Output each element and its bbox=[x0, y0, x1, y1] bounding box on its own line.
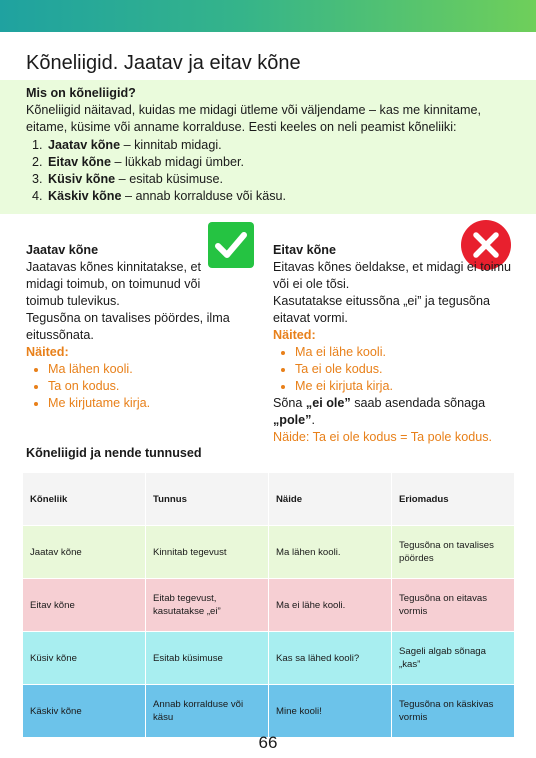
table-cell: Mine kooli! bbox=[269, 685, 392, 738]
table-cell: Käskiv kõne bbox=[23, 685, 146, 738]
example-item: • Ma ei lähe kooli. bbox=[295, 344, 513, 361]
table-row bbox=[23, 685, 515, 738]
header-cell: Tunnus bbox=[146, 473, 269, 526]
eitav-text-1: Eitavas kõnes öeldakse, et midagi ei toimu või ei ole tõsi. bbox=[273, 260, 512, 291]
table-cell: Kinnitab tegevust bbox=[146, 526, 269, 579]
example-item: • Me kirjutame kirja. bbox=[48, 395, 236, 412]
note-prefix: Sõna bbox=[273, 396, 306, 410]
list-item-desc: – lükkab midagi ümber. bbox=[111, 155, 245, 169]
page-title: Kõneliigid. Jaatav ja eitav kõne bbox=[26, 52, 301, 74]
list-item-desc: – annab korralduse või käsu. bbox=[121, 189, 287, 203]
table-cell: Eitab tegevust, kasutatakse „ei” bbox=[146, 579, 269, 632]
table-cell: Tegusõna on eitavas vormis bbox=[392, 579, 515, 632]
intro-box bbox=[0, 80, 536, 214]
table-cell: Tegusõna on käskivas vormis bbox=[392, 685, 515, 738]
page-number: 66 bbox=[258, 733, 278, 752]
intro-heading: Mis on kõneliigid? bbox=[26, 86, 136, 100]
note-suffix: . bbox=[311, 413, 315, 427]
table-cell: Sageli algab sõnaga „kas” bbox=[392, 632, 515, 685]
jaatav-section bbox=[26, 242, 236, 412]
table-header-row bbox=[23, 473, 515, 526]
features-table bbox=[22, 472, 515, 738]
list-item-term: Eitav kõne bbox=[48, 155, 111, 169]
table-title: Kõneliigid ja nende tunnused bbox=[26, 446, 202, 460]
list-item-term: Jaatav kõne bbox=[48, 138, 121, 152]
eitav-heading: Eitav kõne bbox=[273, 243, 336, 257]
eitav-text-2: Kasutatakse eitussõna „ei” ja tegusõna eitavat vormi. bbox=[273, 294, 491, 325]
table-cell: Tegusõna on tavalises pöördes bbox=[392, 526, 515, 579]
list-item-desc: – kinnitab midagi. bbox=[120, 138, 222, 152]
jaatav-text-1: Jaatavas kõnes kinnitatakse, et midagi toimub, on toimunud või toimub tulevikus. bbox=[26, 260, 202, 308]
table-row bbox=[23, 632, 515, 685]
header-cell: Eriomadus bbox=[392, 473, 515, 526]
eitav-example-line: Näide: Ta ei ole kodus = Ta pole kodus. bbox=[273, 430, 493, 444]
table-row bbox=[23, 526, 515, 579]
example-item: • Ta ei ole kodus. bbox=[295, 361, 513, 378]
eitav-section bbox=[273, 242, 513, 446]
table-cell: Esitab küsimuse bbox=[146, 632, 269, 685]
header-cell: Näide bbox=[269, 473, 392, 526]
header-cell: Kõneliik bbox=[23, 473, 146, 526]
jaatav-heading: Jaatav kõne bbox=[26, 243, 99, 257]
list-item bbox=[46, 137, 510, 154]
table-row bbox=[23, 579, 515, 632]
table-cell: Kas sa lähed kooli? bbox=[269, 632, 392, 685]
note-middle: saab asendada sõnaga bbox=[350, 396, 486, 410]
eitav-examples-label: Näited: bbox=[273, 328, 316, 342]
list-item-term: Käskiv kõne bbox=[48, 189, 122, 203]
list-item bbox=[46, 171, 510, 188]
example-item: • Me ei kirjuta kirja. bbox=[295, 378, 513, 395]
eitav-note bbox=[273, 395, 513, 429]
eitav-examples bbox=[273, 344, 513, 395]
table-cell: Eitav kõne bbox=[23, 579, 146, 632]
list-item-desc: – esitab küsimuse. bbox=[115, 172, 223, 186]
jaatav-text-2: Tegusõna on tavalises pöördes, ilma eitussõnata. bbox=[26, 311, 230, 342]
table-cell: Ma ei lähe kooli. bbox=[269, 579, 392, 632]
note-bold-pole: „pole” bbox=[273, 413, 312, 427]
jaatav-examples bbox=[26, 361, 236, 412]
intro-list bbox=[26, 137, 510, 205]
note-bold-ei-ole: „ei ole” bbox=[305, 396, 351, 410]
header-gradient-bar bbox=[0, 0, 536, 32]
jaatav-examples-label: Näited: bbox=[26, 345, 69, 359]
example-item: • Ma lähen kooli. bbox=[48, 361, 236, 378]
list-item bbox=[46, 154, 510, 171]
table-cell: Jaatav kõne bbox=[23, 526, 146, 579]
list-item-term: Küsiv kõne bbox=[48, 172, 116, 186]
table-cell: Küsiv kõne bbox=[23, 632, 146, 685]
table-cell: Annab korralduse või käsu bbox=[146, 685, 269, 738]
table-cell: Ma lähen kooli. bbox=[269, 526, 392, 579]
example-item: • Ta on kodus. bbox=[48, 378, 236, 395]
list-item bbox=[46, 188, 510, 205]
intro-text: Kõneliigid näitavad, kuidas me midagi ütleme või väljendame – kas me kinnitame, eitame, küsime või anname korralduse. Eesti keeles on neli peamist kõneliiki: bbox=[26, 103, 482, 134]
